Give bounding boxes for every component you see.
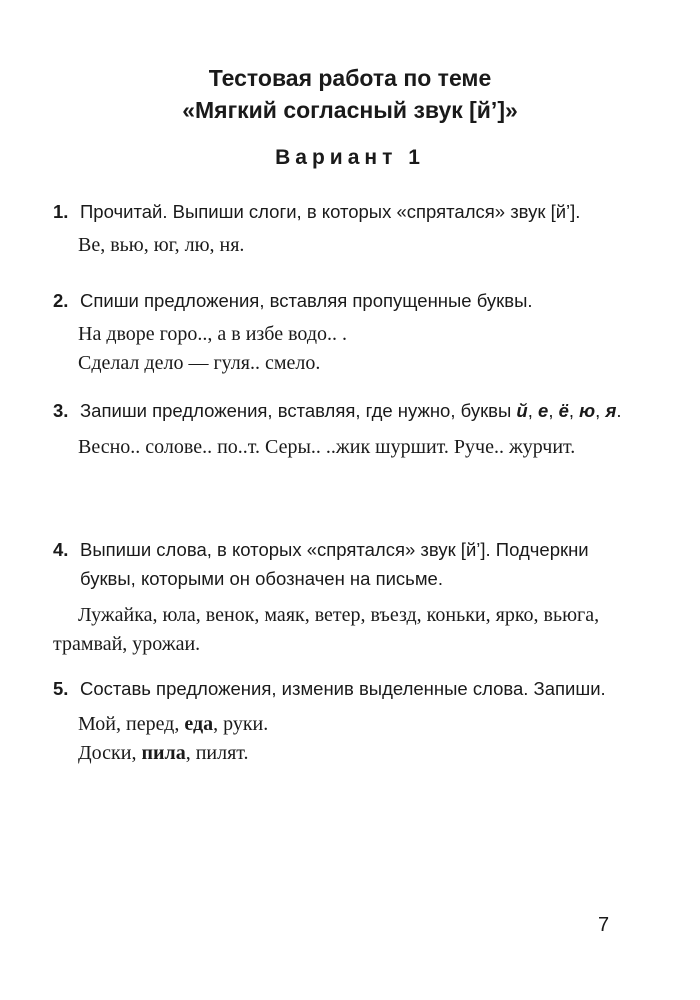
task-2-instruction: Спиши предложения, вставляя пропущенные буквы. — [80, 290, 533, 311]
task-4-instruction: Выпиши слова, в которых «спрятался» звук [й’]. Подчеркни буквы, которыми он обозначен на письме. — [80, 539, 589, 589]
task-5 — [53, 674, 623, 768]
task-5-instruction: Составь предложения, изменив выделенные слова. Запиши. — [80, 678, 606, 699]
task-3-instruction: Запиши предложения, вставляя, где нужно, буквы — [80, 400, 517, 421]
letter-y-short: й — [516, 400, 528, 421]
separator: , — [568, 400, 580, 421]
task-1 — [53, 197, 623, 260]
task-1-number: 1. — [53, 201, 69, 222]
task-5-line-2-start: Доски, — [78, 742, 142, 764]
task-4 — [53, 535, 623, 659]
letter-ya: я — [605, 400, 617, 421]
letter-yo: ё — [558, 400, 569, 421]
task-2 — [53, 286, 623, 378]
task-4-text: Лужайка, юла, венок, маяк, ветер, въезд, коньки, ярко, вьюга, трамвай, урожаи. — [53, 604, 600, 655]
task-3 — [53, 396, 623, 462]
task-5-line-1 — [78, 710, 623, 739]
task-1-instruction: Прочитай. Выпиши слоги, в которых «спрятался» звук [й’]. — [80, 201, 581, 222]
page-title — [0, 62, 700, 126]
task-3-text: Весно.. солове.. по..т. Серы.. ..жик шуршит. Руче.. журчит. — [78, 436, 576, 458]
task-1-text: Ве, вью, юг, лю, ня. — [78, 234, 245, 256]
task-3-instruction-end: . — [616, 400, 622, 421]
task-4-instruction-block — [53, 535, 623, 593]
letter-yu: ю — [579, 400, 596, 421]
title-line-1: Тестовая работа по теме — [208, 65, 492, 91]
page-number: 7 — [598, 914, 610, 936]
title-line-2: «Мягкий согласный звук [й’]» — [182, 97, 518, 123]
task-5-instruction-block — [53, 674, 623, 703]
separator: , — [527, 400, 539, 421]
task-1-instruction-block — [53, 197, 623, 226]
task-5-line-2 — [78, 739, 623, 768]
task-5-line-1-end: , руки. — [213, 713, 269, 735]
task-5-line-2-end: , пилят. — [185, 742, 249, 764]
task-2-number: 2. — [53, 290, 69, 311]
task-2-instruction-block — [53, 286, 623, 315]
separator: , — [595, 400, 606, 421]
highlighted-word: еда — [184, 713, 214, 735]
task-3-instruction-block — [53, 396, 623, 425]
highlighted-word: пила — [141, 742, 186, 764]
task-2-line-2: Сделал дело — гуля.. смело. — [78, 352, 321, 374]
task-2-line-1: На дворе горо.., а в избе водо.. . — [78, 323, 348, 345]
letter-e: е — [538, 400, 549, 421]
task-3-number: 3. — [53, 400, 69, 421]
task-4-number: 4. — [53, 539, 69, 560]
variant-heading: Вариант 1 — [275, 146, 425, 169]
separator: , — [548, 400, 559, 421]
task-5-number: 5. — [53, 678, 69, 699]
task-5-line-1-start: Мой, перед, — [78, 713, 185, 735]
